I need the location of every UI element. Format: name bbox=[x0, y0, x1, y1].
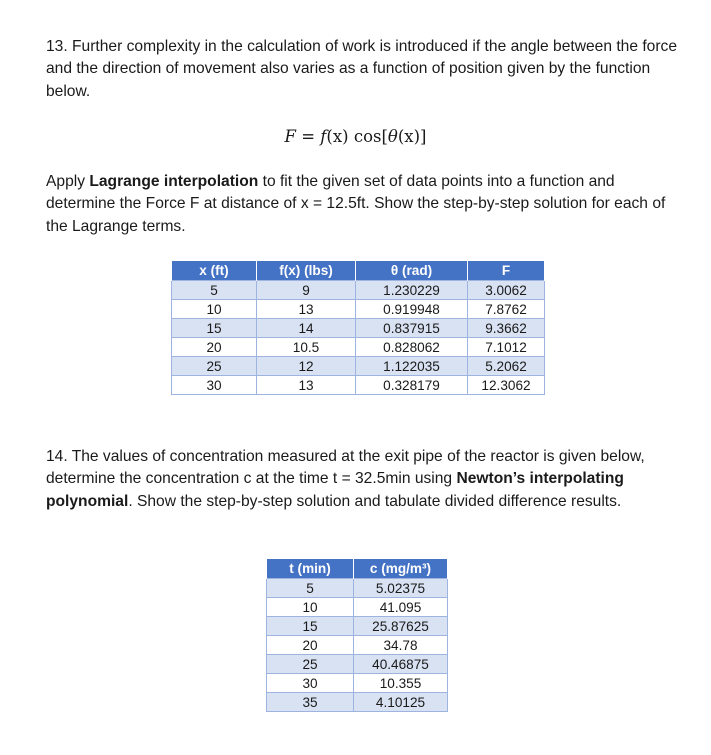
table-cell: 5 bbox=[172, 281, 257, 300]
table-row bbox=[172, 319, 545, 338]
table-header-row bbox=[172, 261, 545, 281]
column-header: x (ft) bbox=[172, 261, 257, 281]
table-cell: 10.5 bbox=[257, 338, 356, 357]
p14-text-pre: 14. The values of concentration measured at the exit pipe of the reactor is given below, determine the concentration c at the time t = 32.5min using bbox=[46, 448, 645, 488]
table-row bbox=[172, 338, 545, 357]
table-cell: 7.1012 bbox=[468, 338, 545, 357]
table-cell: 9.3662 bbox=[468, 319, 545, 338]
table-cell: 1.230229 bbox=[356, 281, 468, 300]
column-header: F bbox=[468, 261, 545, 281]
table-cell: 25 bbox=[172, 357, 257, 376]
table-cell: 30 bbox=[267, 674, 354, 693]
table-cell: 25 bbox=[267, 655, 354, 674]
table-row bbox=[267, 579, 448, 598]
table-cell: 25.87625 bbox=[354, 617, 448, 636]
table-cell: 40.46875 bbox=[354, 655, 448, 674]
table-cell: 13 bbox=[257, 300, 356, 319]
problem-13-task bbox=[46, 171, 686, 238]
table-cell: 0.828062 bbox=[356, 338, 468, 357]
column-header: f(x) (lbs) bbox=[257, 261, 356, 281]
table-row bbox=[267, 598, 448, 617]
formula-theta: θ bbox=[387, 127, 398, 146]
formula-f: f bbox=[320, 127, 327, 146]
table-cell: 9 bbox=[257, 281, 356, 300]
table-cell: 34.78 bbox=[354, 636, 448, 655]
p14-text-post: . Show the step-by-step solution and tabulate divided difference results. bbox=[128, 492, 622, 510]
concentration-data-table bbox=[266, 559, 448, 712]
table-row bbox=[172, 281, 545, 300]
table-cell: 5 bbox=[267, 579, 354, 598]
table-row bbox=[267, 693, 448, 712]
table-cell: 20 bbox=[267, 636, 354, 655]
table-cell: 4.10125 bbox=[354, 693, 448, 712]
column-header: θ (rad) bbox=[356, 261, 468, 281]
table-cell: 35 bbox=[267, 693, 354, 712]
p14-text-bold: Newton’s interpolating polynomial bbox=[46, 470, 624, 510]
table-cell: 0.328179 bbox=[356, 376, 468, 395]
table-row bbox=[267, 655, 448, 674]
table-cell: 12.3062 bbox=[468, 376, 545, 395]
table-cell: 3.0062 bbox=[468, 281, 545, 300]
table-row bbox=[267, 636, 448, 655]
formula-cos: cos bbox=[348, 127, 382, 146]
table-cell: 7.8762 bbox=[468, 300, 545, 319]
table-row bbox=[267, 617, 448, 636]
formula-bracket-close: ] bbox=[420, 127, 427, 146]
problem-14-text bbox=[46, 446, 686, 513]
table-cell: 10.355 bbox=[354, 674, 448, 693]
table-cell: 5.2062 bbox=[468, 357, 545, 376]
force-formula bbox=[0, 127, 711, 146]
table-row bbox=[172, 300, 545, 319]
table-cell: 20 bbox=[172, 338, 257, 357]
table-cell: 30 bbox=[172, 376, 257, 395]
task-text-post: to fit the given set of data points into a function and determine the Force F at distance of x = 12.5ft. Show the step-by-step solution for each of the Lagrange terms. bbox=[46, 173, 666, 235]
table-cell: 5.02375 bbox=[354, 579, 448, 598]
table-cell: 1.122035 bbox=[356, 357, 468, 376]
table-cell: 15 bbox=[267, 617, 354, 636]
table-cell: 10 bbox=[172, 300, 257, 319]
table-cell: 13 bbox=[257, 376, 356, 395]
table-row bbox=[172, 376, 545, 395]
formula-lhs: F bbox=[284, 127, 296, 146]
column-header: c (mg/m³) bbox=[354, 559, 448, 579]
table-header-row bbox=[267, 559, 448, 579]
table-row bbox=[267, 674, 448, 693]
column-header: t (min) bbox=[267, 559, 354, 579]
task-text-bold: Lagrange interpolation bbox=[89, 173, 259, 190]
formula-x2: (x) bbox=[397, 127, 421, 146]
table-cell: 12 bbox=[257, 357, 356, 376]
table-cell: 0.837915 bbox=[356, 319, 468, 338]
table-cell: 0.919948 bbox=[356, 300, 468, 319]
task-text-pre: Apply bbox=[46, 173, 90, 190]
problem-13-intro: 13. Further complexity in the calculation of work is introduced if the angle between the force and the direction of movement also varies as a function of position given by the function below. bbox=[46, 38, 678, 100]
formula-equals: = bbox=[295, 127, 321, 146]
table-row bbox=[172, 357, 545, 376]
table-cell: 10 bbox=[267, 598, 354, 617]
formula-bracket-open: [ bbox=[381, 127, 388, 146]
lagrange-data-table bbox=[171, 261, 545, 395]
table-cell: 41.095 bbox=[354, 598, 448, 617]
formula-x1: (x) bbox=[326, 127, 349, 146]
table-cell: 15 bbox=[172, 319, 257, 338]
table-cell: 14 bbox=[257, 319, 356, 338]
